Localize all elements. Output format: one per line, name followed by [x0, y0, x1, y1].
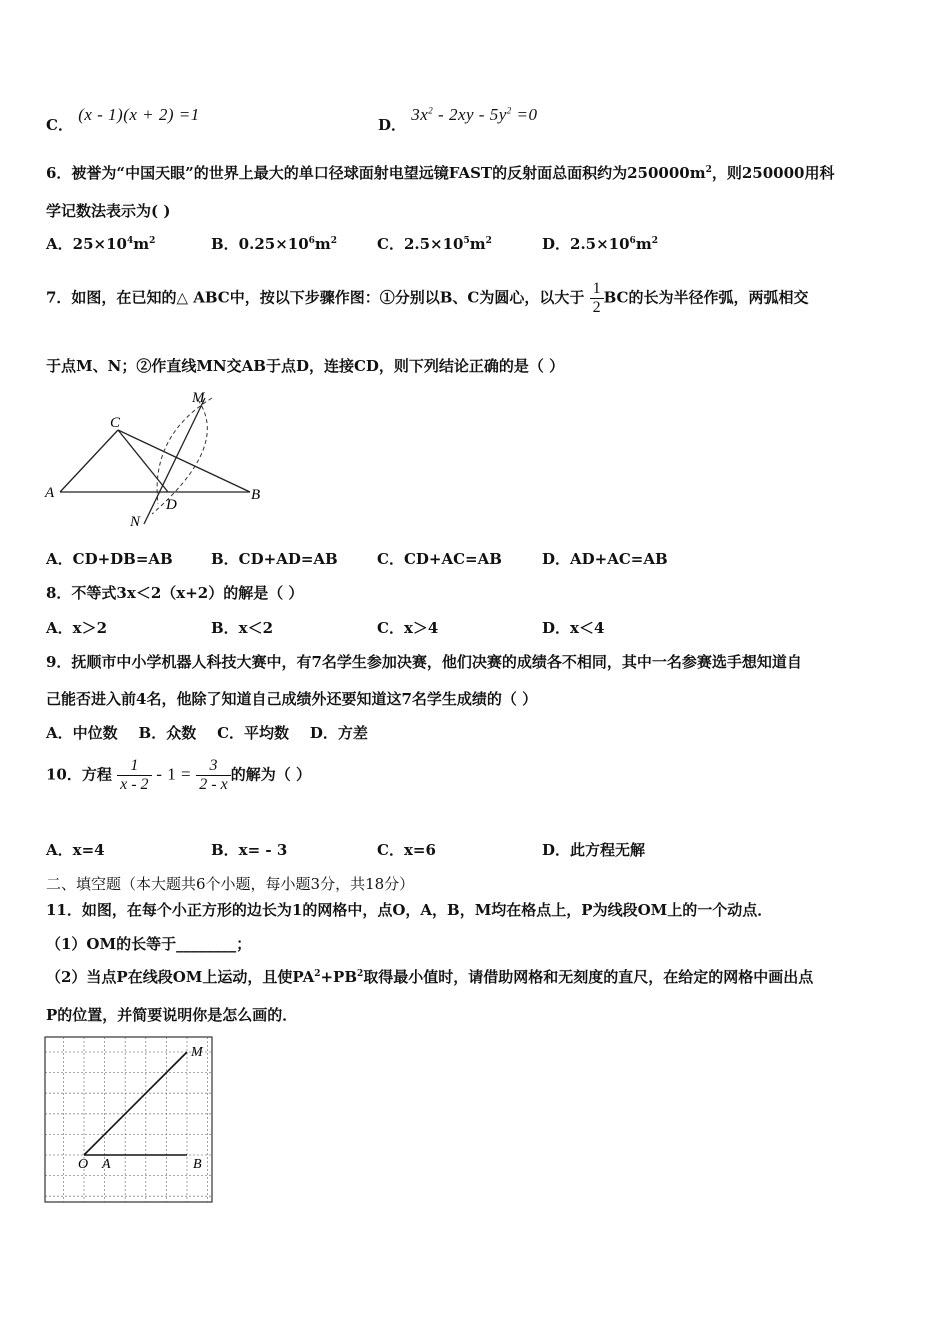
q9-options: A．中位数 B．众数 C．平均数 D．方差: [46, 724, 368, 742]
q7-option-a: A．CD+DB=AB: [46, 550, 173, 568]
label-d: D: [166, 497, 177, 513]
label-a: A: [45, 485, 55, 501]
q6-a-unit: m: [133, 235, 150, 253]
label-b: B: [193, 1157, 202, 1172]
arc-from-c: [152, 400, 207, 514]
q6-d-exp: 6: [629, 236, 636, 246]
q9-line1: 9．抚顺市中小学机器人科技大赛中，有7名学生参加决赛，他们决赛的成绩各不相同，其中一名参赛选手想知道自: [46, 653, 802, 671]
q7-frac-num: 1: [592, 280, 601, 297]
segment-cb: [118, 430, 250, 492]
q7-text-a: 7．如图，在已知的△ ABC中，按以下步骤作图：①分别以B、C为圆心，以大于: [46, 288, 585, 307]
label-c: C: [110, 415, 121, 431]
q5-d-sup1: 2: [428, 105, 434, 116]
q6-d-unit-exp: 2: [651, 236, 658, 246]
q6-a-exp: 4: [126, 236, 134, 246]
q11-grid-figure: [44, 1036, 216, 1204]
q6-option-b: [211, 233, 337, 254]
q10-suffix: 的解为（ ）: [230, 765, 311, 784]
q5-d-sup2: 2: [506, 105, 512, 116]
q6-line1: [46, 162, 834, 183]
q9-line2: 己能否进入前4名，他除了知道自己成绩外还要知道这7名学生成绩的（ ）: [46, 690, 538, 708]
q8-option-d: D．x＜4: [542, 619, 605, 637]
q10-f2-den: 2 - x: [196, 775, 230, 794]
q11-part2-c: 取得最小值时，请借助网格和无刻度的直尺，在给定的网格中画出点: [363, 968, 814, 986]
q7-line2: 于点M、N；②作直线MN交AB于点D，连接CD，则下列结论正确的是（ ）: [46, 357, 565, 375]
q6-option-d: [542, 233, 658, 254]
q11-part2: [46, 966, 813, 987]
q5-d-part1: 3x: [411, 105, 429, 124]
q7-option-b: B．CD+AD=AB: [211, 550, 338, 568]
q7-text-b: BC的长为半径作弧，两弧相交: [603, 288, 809, 307]
q7-figure: [40, 386, 272, 532]
label-m: M: [191, 1045, 203, 1060]
q7-line1: [46, 280, 809, 317]
q11-sup1: 2: [314, 969, 321, 979]
label-m: M: [192, 390, 205, 406]
q10-fraction-2: [196, 757, 230, 794]
q7-frac-den: 2: [590, 298, 604, 317]
q6-c-text: C．2.5×10: [377, 235, 464, 253]
q7-option-d: D．AD+AC=AB: [542, 550, 668, 568]
segment-cd: [118, 430, 168, 492]
q6-option-a: [46, 233, 155, 254]
q11-line1: 11．如图，在每个小正方形的边长为1的网格中，点O，A，B，M均在格点上，P为线段OM上的一个动点．: [46, 901, 773, 919]
q8-option-a: A．x＞2: [46, 619, 108, 637]
segment-ac: [60, 430, 118, 492]
label-o: O: [78, 1157, 89, 1172]
q7-option-c: C．CD+AC=AB: [377, 550, 502, 568]
q5-option-c: [46, 105, 200, 135]
q6-b-unit-exp: 2: [330, 236, 338, 246]
q10-f1-den: x - 2: [117, 775, 151, 794]
q11-sup2: 2: [357, 969, 364, 979]
segment-om: [84, 1052, 187, 1155]
q11-line3: P的位置，并简要说明你是怎么画的．: [46, 1006, 298, 1024]
q5-option-c-label: C．: [46, 116, 73, 134]
q10-option-d: D．此方程无解: [542, 841, 646, 859]
q8-line1: 8．不等式3x＜2（x+2）的解是（ ）: [46, 584, 304, 602]
grid-lines: [45, 1037, 212, 1202]
label-b: B: [251, 487, 261, 503]
q5-option-d: [378, 105, 538, 135]
label-n: N: [130, 514, 141, 530]
q5-option-d-label: D．: [378, 116, 407, 134]
q10-prefix: 10．方程: [46, 765, 112, 784]
q6-c-exp: 5: [463, 236, 470, 246]
q10-line: [46, 757, 311, 794]
q6-d-text: D．2.5×10: [542, 235, 630, 253]
q6-b-unit: m: [314, 235, 331, 253]
q8-option-b: B．x＜2: [211, 619, 274, 637]
q7-fraction: [590, 280, 604, 317]
q6-sup: 2: [705, 165, 712, 175]
q11-part1: （1）OM的长等于________；: [46, 935, 252, 953]
q6-b-text: B．0.25×10: [211, 235, 309, 253]
q10-f1-num: 1: [130, 757, 139, 774]
q8-option-c: C．x＞4: [377, 619, 439, 637]
q6-b-exp: 6: [308, 236, 315, 246]
section-2-title: 二、填空题（本大题共6个小题，每小题3分，共18分）: [46, 875, 415, 893]
q6-c-unit-exp: 2: [485, 236, 492, 246]
q6-option-c: [377, 233, 492, 254]
q10-option-c: C．x=6: [377, 841, 436, 859]
q5-option-c-expr: (x - 1)(x + 2) =1: [78, 105, 200, 124]
q10-option-a: A．x=4: [46, 841, 105, 859]
q6-text-a: 6．被誉为“中国天眼”的世界上最大的单口径球面射电望远镜FAST的反射面总面积约为250000m: [46, 164, 706, 182]
q5-d-part3: =0: [511, 105, 538, 124]
q6-c-unit: m: [469, 235, 486, 253]
q10-fraction-1: [117, 757, 151, 794]
q5-d-part2: - 2xy - 5y: [433, 105, 507, 124]
q5-option-d-expr: [411, 105, 537, 124]
q10-mid: - 1 =: [151, 764, 192, 784]
q10-option-b: B．x= - 3: [211, 841, 288, 859]
q11-part2-a: （2）当点P在线段OM上运动，且使PA: [46, 968, 315, 986]
q11-part2-b: +PB: [320, 968, 358, 986]
q6-text-b: ，则250000用科: [711, 164, 835, 182]
q6-line2: 学记数法表示为( ): [46, 202, 171, 220]
q6-a-text: A．25×10: [46, 235, 127, 253]
q6-a-unit-exp: 2: [149, 236, 156, 246]
q6-d-unit: m: [635, 235, 652, 253]
q10-f2-num: 3: [209, 757, 218, 774]
label-a: A: [102, 1157, 111, 1172]
